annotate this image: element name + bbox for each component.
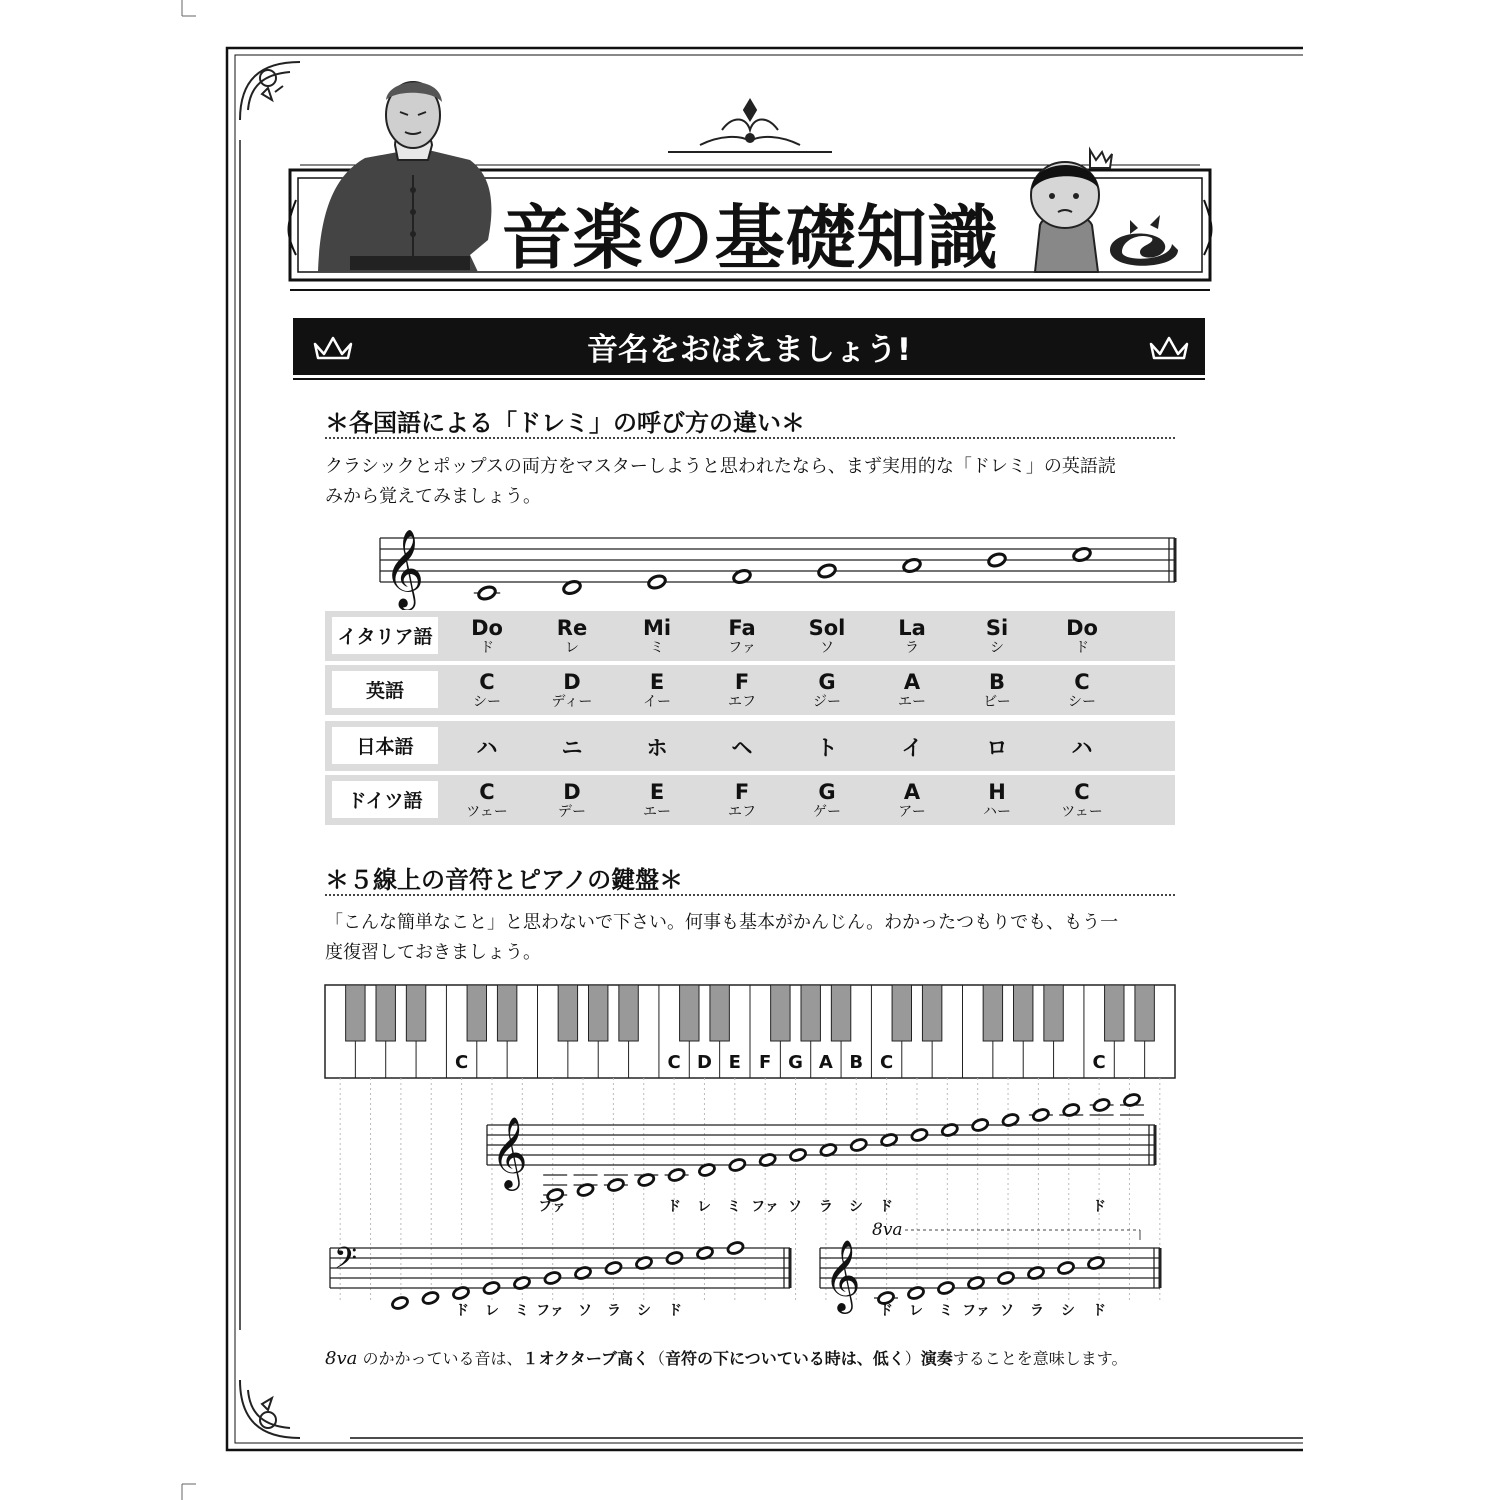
note-label: ソ	[788, 1199, 802, 1215]
note-reading: ジー	[813, 694, 841, 710]
key-label: C	[667, 1052, 681, 1073]
note-label: ド	[668, 1303, 682, 1319]
black-key	[406, 985, 425, 1041]
note-label: ド	[1092, 1303, 1106, 1319]
note-reading: ツェー	[466, 804, 508, 820]
note-name: C	[1074, 670, 1090, 694]
black-key	[801, 985, 820, 1041]
note-label: ラ	[607, 1303, 621, 1319]
black-key	[558, 985, 577, 1041]
black-key	[1135, 985, 1154, 1041]
note-label: ミ	[515, 1303, 529, 1319]
note-label: シ	[637, 1303, 651, 1319]
note-name: Do	[1066, 616, 1098, 640]
note-reading: シー	[1068, 694, 1096, 710]
note-label: ファ	[751, 1199, 779, 1215]
note-name: ト	[816, 736, 838, 760]
note-name: ハ	[476, 736, 498, 760]
whole-note	[997, 1271, 1015, 1286]
footnote-text: （	[649, 1349, 666, 1368]
table-row-label: ドイツ語	[332, 781, 438, 818]
note-reading: シー	[473, 694, 501, 710]
note-name: F	[734, 780, 750, 804]
whole-note	[728, 1158, 746, 1173]
section-heading-keyboard: ＊５線上の音符とピアノの鍵盤＊	[325, 866, 684, 894]
key-label: E	[728, 1052, 741, 1073]
whole-note	[543, 1271, 561, 1286]
note-name: A	[903, 780, 921, 804]
note-name: A	[903, 670, 921, 694]
black-key	[922, 985, 941, 1041]
paragraph-line: 「こんな簡単なこと」と思わないで下さい。何事も基本がかんじん。わかったつもりでも、もう一	[325, 912, 1119, 933]
black-key	[589, 985, 608, 1041]
note-reading: ファ	[728, 640, 756, 656]
treble-clef-icon: 𝄞	[824, 1238, 861, 1311]
note-reading: ビー	[983, 694, 1011, 710]
note-reading: ド	[480, 640, 494, 656]
note-label: ラ	[819, 1199, 833, 1215]
note-label: ソ	[1000, 1303, 1014, 1319]
whole-note	[391, 1296, 409, 1311]
note-name: D	[563, 780, 581, 804]
note-reading: ミ	[650, 640, 664, 656]
note-reading: エー	[898, 694, 926, 710]
black-key	[831, 985, 850, 1041]
whole-note	[665, 1251, 683, 1266]
bass-clef-icon: 𝄢	[334, 1242, 358, 1283]
note-reading: デー	[558, 804, 586, 820]
note-label: ラ	[1030, 1303, 1044, 1319]
treble-clef-icon: 𝄞	[384, 528, 425, 608]
note-label: ド	[879, 1303, 893, 1319]
black-key	[892, 985, 911, 1041]
footnote-ottava-mark: 8va	[325, 1348, 358, 1369]
paragraph-line: クラシックとポップスの両方をマスターしようと思われたなら、まず実用的な「ドレミ」の英語読	[325, 456, 1116, 477]
note-name: F	[734, 670, 750, 694]
footnote-emphasis: 音符の下についている時は、低く	[665, 1349, 905, 1368]
note-label: ファ	[538, 1199, 566, 1215]
note-label: レ	[697, 1199, 711, 1215]
black-key	[376, 985, 395, 1041]
note-label: ソ	[578, 1303, 592, 1319]
note-name: C	[479, 780, 495, 804]
note-label: ファ	[536, 1303, 564, 1319]
key-label: B	[849, 1052, 864, 1073]
note-label: ド	[879, 1199, 893, 1215]
note-reading: ゲー	[813, 804, 841, 820]
note-reading: ド	[1075, 640, 1089, 656]
black-key	[1014, 985, 1033, 1041]
banner-title: 音名をおぼえましょう!	[586, 332, 912, 368]
note-label: ド	[1092, 1199, 1106, 1215]
whole-note	[482, 1281, 500, 1296]
note-reading: イー	[643, 694, 671, 710]
note-label: ド	[455, 1303, 469, 1319]
whole-note	[971, 1118, 989, 1133]
treble-clef-icon: 𝄞	[491, 1115, 528, 1188]
note-reading: ツェー	[1061, 804, 1103, 820]
black-key	[346, 985, 365, 1041]
paragraph-line: 度復習しておきましょう。	[325, 942, 541, 963]
whole-note	[726, 1241, 744, 1256]
note-label: レ	[909, 1303, 923, 1319]
note-name: ハ	[1071, 736, 1093, 760]
paragraph-line: みから覚えてみましょう。	[325, 486, 541, 507]
note-label: ミ	[939, 1303, 953, 1319]
whole-note	[937, 1281, 955, 1296]
note-name: Fa	[728, 616, 756, 640]
whole-note	[789, 1148, 807, 1163]
note-label: ド	[667, 1199, 681, 1215]
ottava-mark: 8va	[872, 1220, 903, 1240]
whole-note	[604, 1261, 622, 1276]
whole-note	[1057, 1261, 1075, 1276]
whole-note	[1032, 1108, 1050, 1123]
note-name: Si	[985, 616, 1009, 640]
whole-note	[850, 1138, 868, 1153]
black-key	[983, 985, 1002, 1041]
note-name: ホ	[646, 736, 668, 760]
note-name: ロ	[986, 736, 1008, 760]
whole-note	[1093, 1098, 1111, 1113]
key-label: D	[696, 1052, 712, 1073]
whole-note	[607, 1178, 625, 1193]
page-title: 音楽の基礎知識	[501, 195, 999, 279]
note-reading: アー	[898, 804, 926, 820]
note-name: C	[479, 670, 495, 694]
note-reading: エフ	[728, 694, 756, 710]
note-name: H	[988, 780, 1006, 804]
note-reading: エー	[643, 804, 671, 820]
note-name: Do	[471, 616, 503, 640]
black-key	[710, 985, 729, 1041]
black-key	[1105, 985, 1124, 1041]
black-key	[619, 985, 638, 1041]
note-name: D	[563, 670, 581, 694]
note-reading: レ	[565, 640, 579, 656]
note-name: E	[649, 670, 665, 694]
note-name: E	[649, 780, 665, 804]
black-key	[1044, 985, 1063, 1041]
note-name: G	[818, 780, 836, 804]
key-label: A	[818, 1052, 833, 1073]
note-name: ヘ	[731, 736, 753, 760]
table-row-label: 日本語	[332, 727, 438, 764]
table-row-label: イタリア語	[332, 617, 438, 654]
note-label: ファ	[962, 1303, 990, 1319]
note-name: ニ	[561, 736, 583, 760]
note-name: イ	[901, 736, 923, 760]
note-reading: ソ	[820, 640, 834, 656]
key-label: C	[454, 1052, 469, 1073]
black-key	[497, 985, 516, 1041]
note-label: シ	[849, 1199, 863, 1215]
note-reading: エフ	[728, 804, 756, 820]
footnote-text: ）	[904, 1349, 921, 1368]
footnote-emphasis: １オクターブ高く	[522, 1349, 650, 1368]
black-key	[771, 985, 790, 1041]
whole-note	[910, 1128, 928, 1143]
note-reading: ラ	[905, 640, 919, 656]
note-name: Mi	[642, 616, 672, 640]
footnote	[325, 1346, 1127, 1369]
black-key	[680, 985, 699, 1041]
key-label: C	[1092, 1052, 1106, 1073]
section-heading-doremi: ＊各国語による「ドレミ」の呼び方の違い＊	[325, 409, 805, 437]
black-key	[467, 985, 486, 1041]
key-label: C	[879, 1052, 894, 1073]
note-reading: シ	[990, 640, 1004, 656]
note-label: ミ	[727, 1199, 741, 1215]
key-label: G	[788, 1052, 803, 1073]
note-label: レ	[485, 1303, 499, 1319]
table-row-label: 英語	[332, 671, 438, 708]
footnote-text: することを意味します。	[952, 1349, 1128, 1368]
note-name: Sol	[808, 616, 846, 640]
note-name: B	[988, 670, 1005, 694]
footnote-emphasis: 演奏	[920, 1349, 953, 1368]
footnote-text: のかかっている音は、	[357, 1349, 523, 1368]
whole-note	[421, 1291, 439, 1306]
note-name: La	[898, 616, 926, 640]
note-reading: ハー	[983, 804, 1011, 820]
key-label: F	[759, 1052, 772, 1073]
note-name: Re	[556, 616, 588, 640]
whole-note	[668, 1168, 686, 1183]
note-name: C	[1074, 780, 1090, 804]
note-label: シ	[1061, 1303, 1075, 1319]
note-name: G	[818, 670, 836, 694]
note-reading: ディー	[551, 694, 593, 710]
